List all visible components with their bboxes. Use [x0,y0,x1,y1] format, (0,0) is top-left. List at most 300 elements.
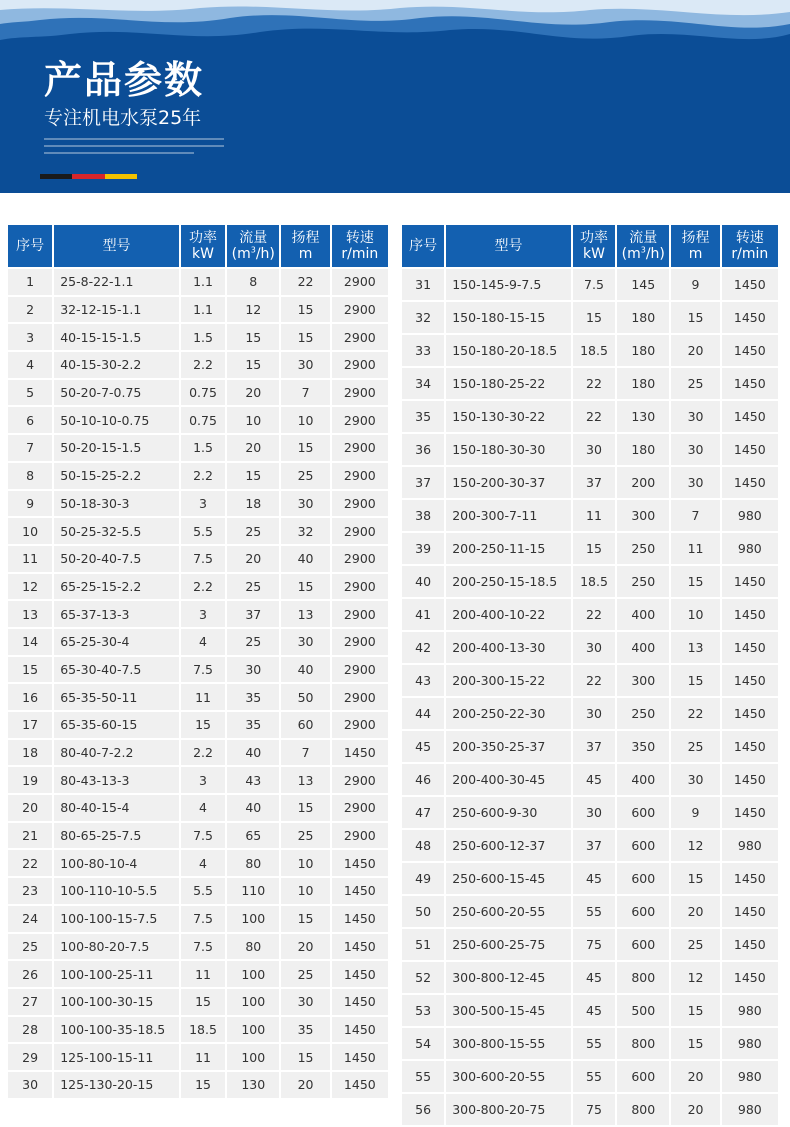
cell-model: 100-100-30-15 [54,989,179,1015]
header-head-unit: m [298,246,313,262]
cell-flow: 350 [617,731,669,762]
cell-model: 100-110-10-5.5 [54,878,179,904]
table-row [8,1044,388,1070]
cell-model: 200-250-22-30 [446,698,571,729]
cell-model: 100-80-20-7.5 [54,934,179,960]
table-header-row [8,225,388,267]
cell-model: 125-100-15-11 [54,1044,179,1070]
cell-model: 40-15-30-2.2 [54,352,179,378]
header-flow-unit-post: /h) [255,246,275,262]
cell-model: 200-400-10-22 [446,599,571,630]
cell-speed: 1450 [332,1044,388,1070]
cell-seq: 49 [402,863,444,894]
cell-seq: 35 [402,401,444,432]
header-flow-unit: (m [231,246,251,262]
cell-seq: 27 [8,989,52,1015]
cell-speed: 1450 [332,934,388,960]
cell-seq: 30 [8,1072,52,1098]
cell-flow: 20 [227,380,279,406]
cell-flow: 15 [227,463,279,489]
header-power [573,225,615,267]
cell-speed: 980 [722,995,778,1026]
cell-seq: 21 [8,823,52,849]
cell-flow: 800 [617,1028,669,1059]
cell-seq: 26 [8,961,52,987]
cell-seq: 32 [402,302,444,333]
cell-seq: 43 [402,665,444,696]
cell-seq: 47 [402,797,444,828]
cell-speed: 1450 [332,989,388,1015]
cell-seq: 39 [402,533,444,564]
header-power-label: 功率 [189,230,218,246]
table-row [8,878,388,904]
cell-power: 4 [181,795,225,821]
cell-flow: 18 [227,491,279,517]
cell-head: 11 [671,533,719,564]
cell-power: 3 [181,491,225,517]
cell-head: 30 [281,989,329,1015]
cell-head: 13 [281,601,329,627]
cell-seq: 5 [8,380,52,406]
cell-speed: 1450 [722,434,778,465]
cell-flow: 600 [617,896,669,927]
cell-seq: 36 [402,434,444,465]
cell-flow: 100 [227,989,279,1015]
cell-power: 15 [181,1072,225,1098]
cell-model: 250-600-25-75 [446,929,571,960]
cell-flow: 600 [617,1061,669,1092]
table-row [402,533,778,564]
cell-speed: 1450 [332,850,388,876]
cell-flow: 200 [617,467,669,498]
cell-seq: 12 [8,574,52,600]
cell-head: 15 [671,995,719,1026]
table-row [8,1017,388,1043]
cell-model: 300-800-12-45 [446,962,571,993]
cell-speed: 1450 [722,632,778,663]
table-row [8,657,388,683]
table-row [8,546,388,572]
color-stripe [40,164,138,169]
cell-model: 40-15-15-1.5 [54,324,179,350]
cell-flow: 37 [227,601,279,627]
cell-power: 30 [573,797,615,828]
cell-head: 20 [671,1061,719,1092]
cell-power: 5.5 [181,878,225,904]
cell-flow: 400 [617,764,669,795]
cell-model: 150-130-30-22 [446,401,571,432]
cell-speed: 2900 [332,352,388,378]
cell-model: 50-15-25-2.2 [54,463,179,489]
cell-model: 200-250-15-18.5 [446,566,571,597]
cell-flow: 110 [227,878,279,904]
cell-flow: 250 [617,533,669,564]
cell-flow: 100 [227,961,279,987]
cell-model: 250-600-9-30 [446,797,571,828]
cell-speed: 2900 [332,712,388,738]
cell-flow: 600 [617,797,669,828]
cell-head: 12 [671,830,719,861]
cell-model: 200-250-11-15 [446,533,571,564]
cell-model: 100-100-15-7.5 [54,906,179,932]
cell-head: 30 [671,467,719,498]
cell-speed: 2900 [332,601,388,627]
cell-speed: 1450 [332,1017,388,1043]
cell-head: 7 [281,740,329,766]
table-row [402,863,778,894]
header-flow-unit-sup: 3 [640,245,646,255]
header-head-label: 扬程 [291,230,320,246]
cell-power: 45 [573,995,615,1026]
header-flow-label: 流量 [629,230,658,246]
cell-flow: 35 [227,684,279,710]
cell-flow: 250 [617,698,669,729]
cell-speed: 2900 [332,684,388,710]
cell-flow: 25 [227,518,279,544]
table-row [8,324,388,350]
cell-seq: 20 [8,795,52,821]
cell-model: 80-40-7-2.2 [54,740,179,766]
cell-speed: 2900 [332,823,388,849]
cell-head: 15 [281,435,329,461]
cell-head: 15 [671,665,719,696]
cell-flow: 20 [227,546,279,572]
cell-head: 30 [281,491,329,517]
table-row [8,463,388,489]
cell-power: 2.2 [181,574,225,600]
header-flow [227,225,279,267]
cell-model: 200-400-13-30 [446,632,571,663]
header-head-unit: m [688,246,703,262]
cell-head: 13 [281,767,329,793]
header-head-label: 扬程 [681,230,710,246]
cell-head: 40 [281,657,329,683]
header-flow-unit: (m [621,246,641,262]
header-speed-label: 转速 [735,230,764,246]
cell-head: 15 [281,795,329,821]
cell-model: 300-500-15-45 [446,995,571,1026]
cell-model: 200-400-30-45 [446,764,571,795]
cell-head: 10 [281,878,329,904]
table-row [8,850,388,876]
cell-speed: 1450 [722,896,778,927]
cell-flow: 80 [227,850,279,876]
cell-seq: 18 [8,740,52,766]
cell-power: 7.5 [181,657,225,683]
table-body-right [402,269,778,1125]
cell-power: 37 [573,731,615,762]
cell-power: 5.5 [181,518,225,544]
header-model [446,225,571,267]
cell-seq: 14 [8,629,52,655]
cell-seq: 46 [402,764,444,795]
header-flow-label: 流量 [239,230,268,246]
cell-flow: 600 [617,830,669,861]
cell-power: 11 [181,684,225,710]
cell-speed: 1450 [722,797,778,828]
cell-seq: 17 [8,712,52,738]
header-power-label: 功率 [580,230,608,246]
header-flow-unit-post: /h) [645,246,665,262]
cell-seq: 45 [402,731,444,762]
table-row [8,906,388,932]
table-row [402,599,778,630]
header-seq-label: 序号 [409,238,438,254]
cell-power: 45 [573,962,615,993]
cell-speed: 980 [722,830,778,861]
cell-flow: 100 [227,1017,279,1043]
cell-speed: 1450 [722,401,778,432]
cell-power: 0.75 [181,380,225,406]
header-power-unit: kW [583,246,605,262]
cell-seq: 7 [8,435,52,461]
cell-model: 150-180-15-15 [446,302,571,333]
table-row [402,335,778,366]
cell-speed: 980 [722,1061,778,1092]
cell-flow: 400 [617,632,669,663]
cell-speed: 1450 [722,962,778,993]
cell-seq: 55 [402,1061,444,1092]
cell-head: 30 [671,764,719,795]
cell-seq: 31 [402,269,444,300]
cell-model: 100-80-10-4 [54,850,179,876]
cell-power: 45 [573,764,615,795]
decorative-line [44,145,224,147]
cell-model: 65-30-40-7.5 [54,657,179,683]
cell-seq: 3 [8,324,52,350]
table-row [8,823,388,849]
decorative-line [44,152,194,154]
table-row [8,740,388,766]
cell-flow: 180 [617,335,669,366]
cell-model: 100-100-35-18.5 [54,1017,179,1043]
cell-speed: 2900 [332,657,388,683]
table-row [402,368,778,399]
cell-model: 200-300-7-11 [446,500,571,531]
cell-speed: 1450 [722,302,778,333]
cell-model: 300-800-15-55 [446,1028,571,1059]
cell-model: 150-200-30-37 [446,467,571,498]
cell-head: 15 [671,1028,719,1059]
cell-flow: 100 [227,1044,279,1070]
header-seq [402,225,444,267]
cell-speed: 2900 [332,324,388,350]
cell-speed: 980 [722,500,778,531]
table-row [402,632,778,663]
cell-flow: 12 [227,297,279,323]
cell-seq: 52 [402,962,444,993]
table-row [402,1028,778,1059]
cell-speed: 2900 [332,546,388,572]
wave-decoration [0,0,790,60]
decorative-line [44,138,224,140]
cell-head: 9 [671,269,719,300]
header-speed-label: 转速 [345,230,374,246]
header-speed [722,225,778,267]
table-row [402,896,778,927]
stripe-yellow [105,174,137,179]
table-row [8,491,388,517]
cell-seq: 28 [8,1017,52,1043]
cell-head: 50 [281,684,329,710]
cell-head: 7 [671,500,719,531]
cell-seq: 51 [402,929,444,960]
header-model-label: 型号 [494,238,523,254]
cell-flow: 600 [617,863,669,894]
page-subtitle: 专注机电水泵25年 [44,107,202,129]
cell-model: 80-43-13-3 [54,767,179,793]
table-row [402,500,778,531]
cell-model: 50-18-30-3 [54,491,179,517]
cell-speed: 1450 [722,368,778,399]
table-row [8,518,388,544]
cell-head: 10 [281,407,329,433]
cell-head: 25 [281,961,329,987]
cell-power: 1.1 [181,269,225,295]
cell-seq: 33 [402,335,444,366]
cell-seq: 10 [8,518,52,544]
cell-power: 15 [181,712,225,738]
cell-speed: 2900 [332,380,388,406]
cell-speed: 2900 [332,463,388,489]
cell-power: 7.5 [181,906,225,932]
table-row [8,795,388,821]
cell-speed: 1450 [332,1072,388,1098]
cell-seq: 15 [8,657,52,683]
table-row [8,684,388,710]
cell-flow: 130 [617,401,669,432]
table-row [8,380,388,406]
cell-speed: 1450 [722,929,778,960]
cell-seq: 42 [402,632,444,663]
cell-speed: 2900 [332,435,388,461]
cell-head: 20 [671,1094,719,1125]
table-row [402,467,778,498]
cell-power: 1.5 [181,324,225,350]
table-row [402,1094,778,1125]
cell-seq: 11 [8,546,52,572]
cell-flow: 600 [617,929,669,960]
cell-speed: 1450 [722,269,778,300]
cell-model: 50-25-32-5.5 [54,518,179,544]
cell-power: 30 [573,632,615,663]
cell-head: 30 [671,401,719,432]
table-row [402,434,778,465]
cell-model: 300-800-20-75 [446,1094,571,1125]
table-row [402,962,778,993]
cell-head: 15 [671,566,719,597]
cell-power: 2.2 [181,740,225,766]
cell-power: 55 [573,896,615,927]
table-row [8,961,388,987]
cell-power: 15 [181,989,225,1015]
cell-speed: 1450 [332,961,388,987]
cell-power: 37 [573,467,615,498]
cell-model: 250-600-15-45 [446,863,571,894]
cell-power: 7.5 [181,546,225,572]
cell-speed: 2900 [332,269,388,295]
table-row [8,352,388,378]
cell-flow: 130 [227,1072,279,1098]
cell-model: 250-600-20-55 [446,896,571,927]
cell-head: 25 [281,463,329,489]
cell-seq: 13 [8,601,52,627]
cell-speed: 1450 [332,906,388,932]
cell-model: 65-25-30-4 [54,629,179,655]
header-model-label: 型号 [102,238,131,254]
cell-power: 22 [573,368,615,399]
table-row [402,302,778,333]
cell-seq: 41 [402,599,444,630]
cell-power: 11 [181,1044,225,1070]
cell-flow: 10 [227,407,279,433]
cell-model: 300-600-20-55 [446,1061,571,1092]
cell-power: 2.2 [181,352,225,378]
cell-power: 4 [181,850,225,876]
cell-seq: 16 [8,684,52,710]
cell-head: 15 [671,302,719,333]
table-row [8,629,388,655]
table-row [402,269,778,300]
header-speed-unit: r/min [341,246,379,262]
cell-power: 7.5 [181,823,225,849]
table-row [402,698,778,729]
cell-flow: 30 [227,657,279,683]
cell-head: 20 [281,1072,329,1098]
cell-model: 150-180-30-30 [446,434,571,465]
cell-model: 80-65-25-7.5 [54,823,179,849]
header-speed-unit: r/min [731,246,769,262]
cell-power: 4 [181,629,225,655]
cell-flow: 25 [227,629,279,655]
cell-speed: 2900 [332,518,388,544]
cell-head: 40 [281,546,329,572]
cell-speed: 980 [722,533,778,564]
cell-speed: 2900 [332,491,388,517]
cell-power: 18.5 [573,566,615,597]
header-banner [0,0,790,193]
cell-power: 22 [573,599,615,630]
cell-power: 1.5 [181,435,225,461]
table-row [402,566,778,597]
cell-speed: 2900 [332,767,388,793]
table-row [8,435,388,461]
cell-seq: 25 [8,934,52,960]
table-row [402,995,778,1026]
cell-flow: 180 [617,368,669,399]
cell-model: 200-350-25-37 [446,731,571,762]
cell-head: 30 [281,629,329,655]
cell-seq: 6 [8,407,52,433]
cell-seq: 34 [402,368,444,399]
cell-head: 22 [281,269,329,295]
cell-power: 18.5 [573,335,615,366]
cell-head: 30 [671,434,719,465]
cell-model: 125-130-20-15 [54,1072,179,1098]
cell-seq: 2 [8,297,52,323]
cell-model: 100-100-25-11 [54,961,179,987]
cell-speed: 1450 [722,731,778,762]
cell-power: 7.5 [573,269,615,300]
cell-flow: 43 [227,767,279,793]
cell-speed: 1450 [722,698,778,729]
cell-speed: 2900 [332,795,388,821]
cell-model: 65-35-60-15 [54,712,179,738]
cell-head: 15 [671,863,719,894]
cell-power: 30 [573,434,615,465]
table-row [402,764,778,795]
table-row [8,297,388,323]
